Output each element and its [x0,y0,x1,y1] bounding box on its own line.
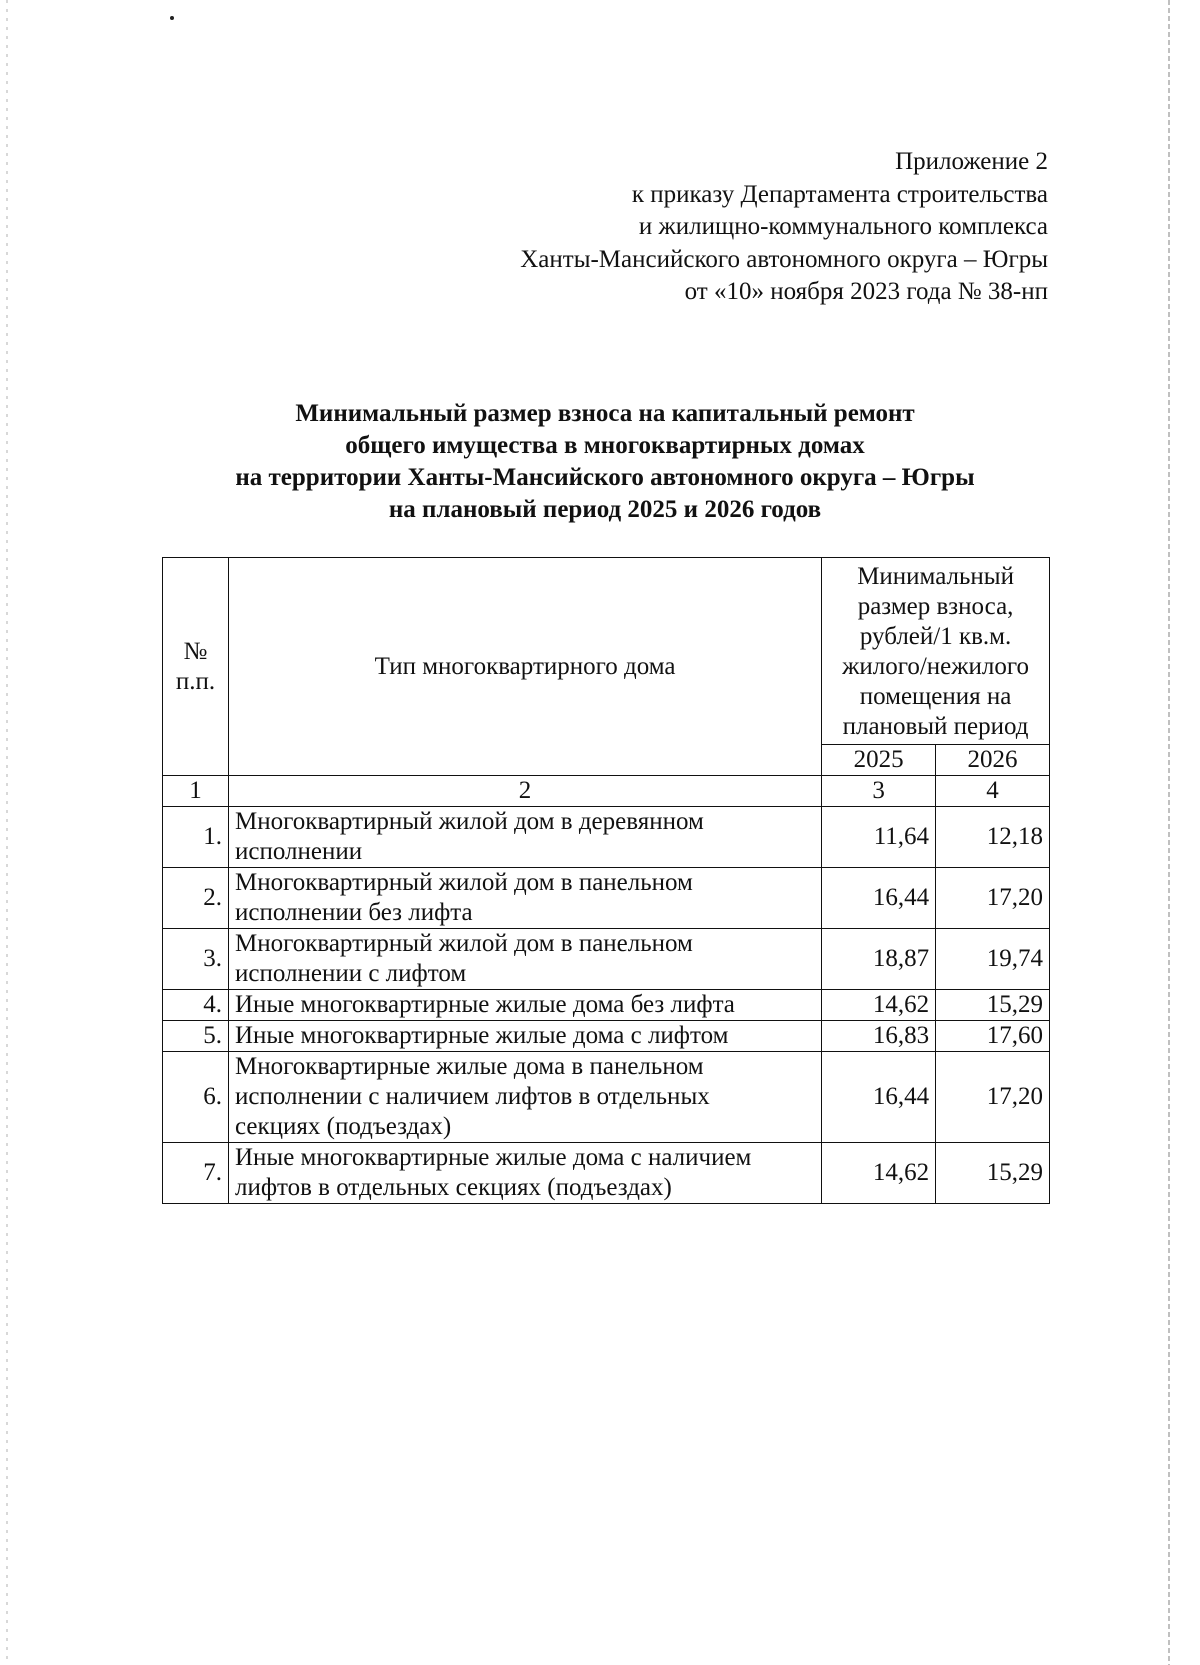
header-year-2026: 2026 [936,745,1050,776]
row-number: 7. [163,1143,229,1204]
header-number-cell [163,558,229,776]
header-year-2025: 2025 [822,745,936,776]
row-value-2026: 15,29 [936,990,1050,1021]
row-value-2026: 17,60 [936,1021,1050,1052]
row-value-2025: 16,44 [822,868,936,929]
row-type [228,1052,821,1143]
column-number: 3 [822,776,936,807]
table-row [163,990,1050,1021]
row-value-2026: 17,20 [936,1052,1050,1143]
header-rate-line: жилого/нежилого [842,653,1030,680]
row-type-line: секциях (подъездах) [234,1113,452,1140]
header-type-cell: Тип многоквартирного дома [228,558,821,776]
row-value-2025: 16,44 [822,1052,936,1143]
row-number: 4. [163,990,229,1021]
table-row [163,929,1050,990]
row-type-line: Иные многоквартирные жилые дома с наличием [234,1144,752,1171]
table-row [163,1052,1050,1143]
appendix-line: к приказу Департамента строительства [631,180,1048,208]
row-value-2026: 17,20 [936,868,1050,929]
header-rate-line: помещения на [859,683,1012,710]
title-line: на территории Ханты-Мансийского автономного округа – Югры [235,464,975,491]
row-type [228,1021,821,1052]
row-number: 5. [163,1021,229,1052]
header-rate-line: Минимальный [857,563,1014,590]
row-type-line: Многоквартирный жилой дом в деревянном [234,808,704,835]
row-value-2025: 16,83 [822,1021,936,1052]
row-value-2025: 14,62 [822,1143,936,1204]
row-value-2026: 12,18 [936,807,1050,868]
row-type-line: Многоквартирные жилые дома в панельном [234,1053,704,1080]
column-numbers-row [163,776,1050,807]
scan-speck [170,16,174,20]
row-number: 6. [163,1052,229,1143]
row-number: 2. [163,868,229,929]
row-type-line: исполнении с наличием лифтов в отдельных [234,1083,710,1110]
row-type [228,868,821,929]
table-row [163,807,1050,868]
row-value-2026: 15,29 [936,1143,1050,1204]
header-rate-line: плановый период [842,713,1029,740]
scan-edge-left [6,0,8,1665]
row-type-line: Многоквартирный жилой дом в панельном [234,869,693,896]
row-type-line: Иные многоквартирные жилые дома без лифта [234,991,735,1018]
header-rate-cell [822,558,1050,745]
row-number: 3. [163,929,229,990]
table-row [163,1143,1050,1204]
scan-edge-right [1168,0,1170,1665]
title-line: на плановый период 2025 и 2026 годов [388,496,822,523]
column-number: 1 [163,776,229,807]
column-number: 2 [228,776,821,807]
header-row [163,558,1050,745]
document-title [160,398,1050,526]
header-rate-line: рублей/1 кв.м. [859,623,1012,650]
row-type [228,990,821,1021]
row-type-line: Многоквартирный жилой дом в панельном [234,930,693,957]
row-type-line: исполнении [234,838,363,865]
row-value-2025: 18,87 [822,929,936,990]
title-line: общего имущества в многоквартирных домах [345,432,865,459]
row-type [228,929,821,990]
appendix-line: от «10» ноября 2023 года № 38-нп [684,278,1048,305]
row-number: 1. [163,807,229,868]
column-number: 4 [936,776,1050,807]
title-line: Минимальный размер взноса на капитальный ремонт [295,400,915,427]
row-type-line: исполнении с лифтом [234,960,467,987]
header-rate-line: размер взноса, [857,593,1014,620]
row-value-2025: 11,64 [822,807,936,868]
appendix-block [520,146,1048,309]
table-row [163,868,1050,929]
row-type [228,807,821,868]
row-type-line: лифтов в отдельных секциях (подъездах) [234,1174,672,1201]
header-number-abbr: п.п. [175,667,216,695]
appendix-line: Приложение 2 [895,148,1048,175]
header-number-symbol: № [183,637,208,665]
appendix-line: и жилищно-коммунального комплекса [638,213,1048,240]
row-type-line: исполнении без лифта [234,899,473,926]
appendix-line: Ханты-Мансийского автономного округа – Югры [520,245,1048,273]
row-value-2025: 14,62 [822,990,936,1021]
table-row [163,1021,1050,1052]
row-value-2026: 19,74 [936,929,1050,990]
rates-table [162,557,1050,1204]
row-type-line: Иные многоквартирные жилые дома с лифтом [234,1022,729,1049]
row-type [228,1143,821,1204]
